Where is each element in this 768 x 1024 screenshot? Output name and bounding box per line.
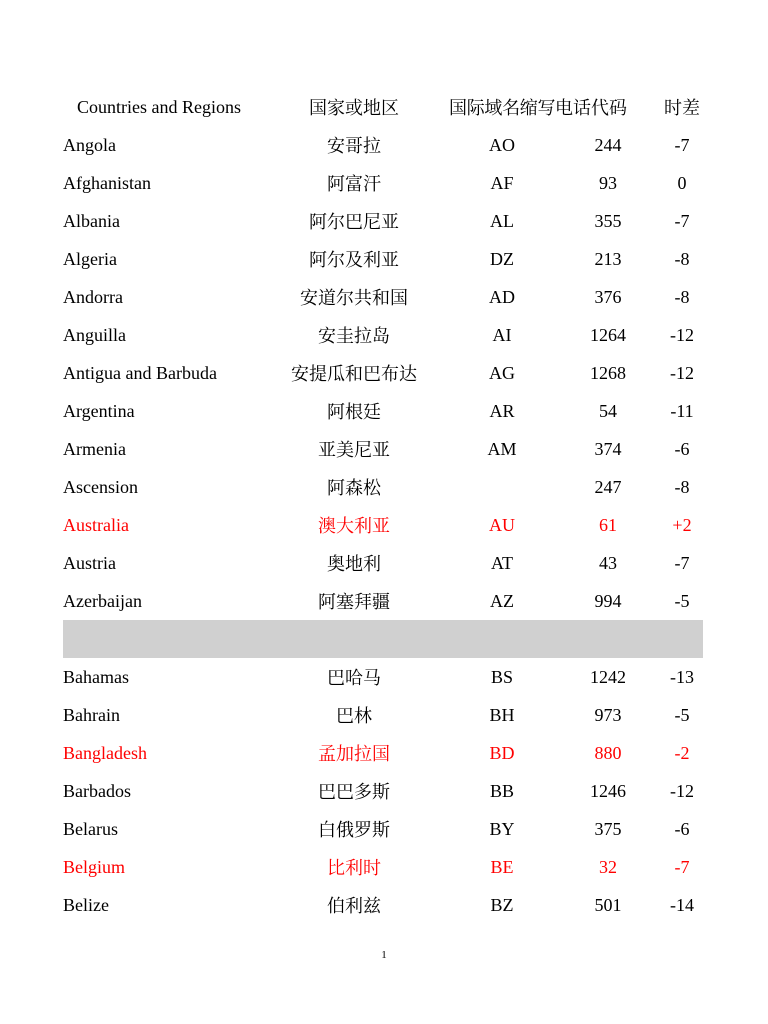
country-en-cell: Australia [63, 514, 129, 535]
domain-code-cell: AF [490, 172, 514, 193]
domain-code-cell: AD [489, 286, 515, 307]
phone-code-cell: 375 [594, 818, 622, 839]
time-diff-cell: -5 [674, 704, 690, 725]
time-diff-cell: -7 [674, 210, 690, 231]
domain-code-cell: BB [489, 780, 514, 801]
domain-code-cell: AI [492, 324, 512, 345]
country-cn-cell: 阿尔及利亚 [309, 250, 399, 270]
domain-code-cell: AG [489, 362, 515, 383]
table-row [63, 392, 703, 430]
country-en-cell: Belarus [63, 818, 118, 839]
phone-code-cell: 54 [599, 400, 617, 421]
time-diff-cell: -7 [674, 552, 690, 573]
domain-code-cell: BZ [490, 894, 514, 915]
header-phone-code: 电话代码 [555, 98, 627, 118]
time-diff-cell: -6 [674, 438, 690, 459]
country-cn-cell: 阿塞拜疆 [318, 592, 390, 612]
phone-code-cell: 994 [594, 590, 622, 611]
country-cn-cell: 阿富汗 [327, 174, 381, 194]
country-cn-cell: 澳大利亚 [318, 516, 390, 536]
time-diff-cell: -11 [670, 400, 694, 421]
country-cn-cell: 安提瓜和巴布达 [291, 364, 417, 384]
phone-code-cell: 93 [599, 172, 617, 193]
country-en-cell: Belgium [63, 856, 125, 877]
separator-row [63, 620, 703, 658]
country-en-cell: Andorra [63, 286, 123, 307]
country-en-cell: Anguilla [63, 324, 126, 345]
phone-code-cell: 247 [594, 476, 622, 497]
phone-code-cell: 43 [599, 552, 617, 573]
time-diff-cell: +2 [672, 514, 692, 535]
country-cn-cell: 巴哈马 [327, 668, 381, 688]
time-diff-cell: -12 [670, 780, 694, 801]
country-cn-cell: 奥地利 [327, 554, 381, 574]
header-country-en: Countries and Regions [77, 96, 241, 117]
phone-code-cell: 213 [594, 248, 622, 269]
country-en-cell: Argentina [63, 400, 135, 421]
phone-code-cell: 501 [594, 894, 622, 915]
country-en-cell: Ascension [63, 476, 138, 497]
table-row [63, 202, 703, 240]
country-en-cell: Bahamas [63, 666, 129, 687]
time-diff-cell: -12 [670, 324, 694, 345]
table-row [63, 848, 703, 886]
domain-code-cell: AR [489, 400, 515, 421]
table-row [63, 240, 703, 278]
domain-code-cell: AO [489, 134, 515, 155]
country-cn-cell: 白俄罗斯 [318, 820, 390, 840]
domain-code-cell: BD [489, 742, 515, 763]
table-row [63, 354, 703, 392]
phone-code-cell: 376 [594, 286, 622, 307]
time-diff-cell: 0 [677, 172, 687, 193]
phone-code-cell: 1264 [590, 324, 626, 345]
country-cn-cell: 巴巴多斯 [318, 782, 390, 802]
table-row [63, 164, 703, 202]
section-separator [63, 620, 703, 658]
phone-code-cell: 355 [594, 210, 622, 231]
domain-code-cell: BH [489, 704, 515, 725]
phone-code-cell: 244 [594, 134, 622, 155]
time-diff-cell: -7 [674, 134, 690, 155]
time-diff-cell: -8 [674, 286, 690, 307]
table-row [63, 278, 703, 316]
domain-code-cell: AM [487, 438, 517, 459]
header-domain-code: 国际域名缩写 [449, 98, 555, 118]
domain-code-cell: BE [490, 856, 514, 877]
country-en-cell: Bangladesh [63, 742, 147, 763]
country-cn-cell: 安圭拉岛 [318, 326, 390, 346]
country-cn-cell: 阿尔巴尼亚 [309, 212, 399, 232]
domain-code-cell: DZ [490, 248, 514, 269]
time-diff-cell: -5 [674, 590, 690, 611]
table-body-a [63, 126, 703, 620]
country-en-cell: Angola [63, 134, 116, 155]
phone-code-cell: 1268 [590, 362, 626, 383]
country-cn-cell: 安哥拉 [327, 136, 381, 156]
table-row [63, 582, 703, 620]
country-en-cell: Albania [63, 210, 120, 231]
country-en-cell: Afghanistan [63, 172, 151, 193]
phone-code-cell: 61 [599, 514, 617, 535]
country-cn-cell: 亚美尼亚 [318, 440, 390, 460]
country-en-cell: Belize [63, 894, 109, 915]
header-country-cn: 国家或地区 [309, 98, 399, 118]
time-diff-cell: -8 [674, 476, 690, 497]
country-code-table [63, 88, 703, 924]
header-time-diff: 时差 [664, 98, 700, 118]
phone-code-cell: 973 [594, 704, 622, 725]
table-row [63, 468, 703, 506]
phone-code-cell: 1242 [590, 666, 626, 687]
table-row [63, 430, 703, 468]
country-en-cell: Algeria [63, 248, 117, 269]
phone-code-cell: 32 [599, 856, 617, 877]
domain-code-cell: BS [490, 666, 514, 687]
phone-code-cell: 880 [594, 742, 622, 763]
country-en-cell: Austria [63, 552, 116, 573]
time-diff-cell: -13 [670, 666, 694, 687]
country-cn-cell: 巴林 [336, 706, 372, 726]
country-cn-cell: 阿森松 [327, 478, 381, 498]
table-row [63, 506, 703, 544]
domain-code-cell: AU [489, 514, 515, 535]
country-en-cell: Azerbaijan [63, 590, 142, 611]
time-diff-cell: -6 [674, 818, 690, 839]
time-diff-cell: -2 [674, 742, 690, 763]
table-row [63, 772, 703, 810]
table-row [63, 658, 703, 696]
domain-code-cell [449, 468, 555, 506]
domain-code-cell: AT [491, 552, 513, 573]
table-row [63, 544, 703, 582]
page-number: 1 [381, 949, 387, 961]
country-cn-cell: 安道尔共和国 [300, 288, 408, 308]
time-diff-cell: -14 [670, 894, 694, 915]
table-row [63, 126, 703, 164]
table-header-row [63, 88, 703, 126]
time-diff-cell: -12 [670, 362, 694, 383]
table-body-b [63, 658, 703, 924]
phone-code-cell: 374 [594, 438, 622, 459]
table-row [63, 734, 703, 772]
country-cn-cell: 孟加拉国 [318, 744, 390, 764]
domain-code-cell: AL [490, 210, 514, 231]
country-en-cell: Barbados [63, 780, 131, 801]
country-en-cell: Antigua and Barbuda [63, 362, 217, 383]
country-cn-cell: 比利时 [327, 858, 381, 878]
domain-code-cell: AZ [490, 590, 514, 611]
table-row [63, 810, 703, 848]
phone-code-cell: 1246 [590, 780, 626, 801]
country-cn-cell: 伯利兹 [327, 896, 381, 916]
time-diff-cell: -8 [674, 248, 690, 269]
country-en-cell: Bahrain [63, 704, 120, 725]
table-row [63, 316, 703, 354]
country-en-cell: Armenia [63, 438, 126, 459]
table-row [63, 696, 703, 734]
table-row [63, 886, 703, 924]
time-diff-cell: -7 [674, 856, 690, 877]
country-cn-cell: 阿根廷 [327, 402, 381, 422]
domain-code-cell: BY [489, 818, 515, 839]
